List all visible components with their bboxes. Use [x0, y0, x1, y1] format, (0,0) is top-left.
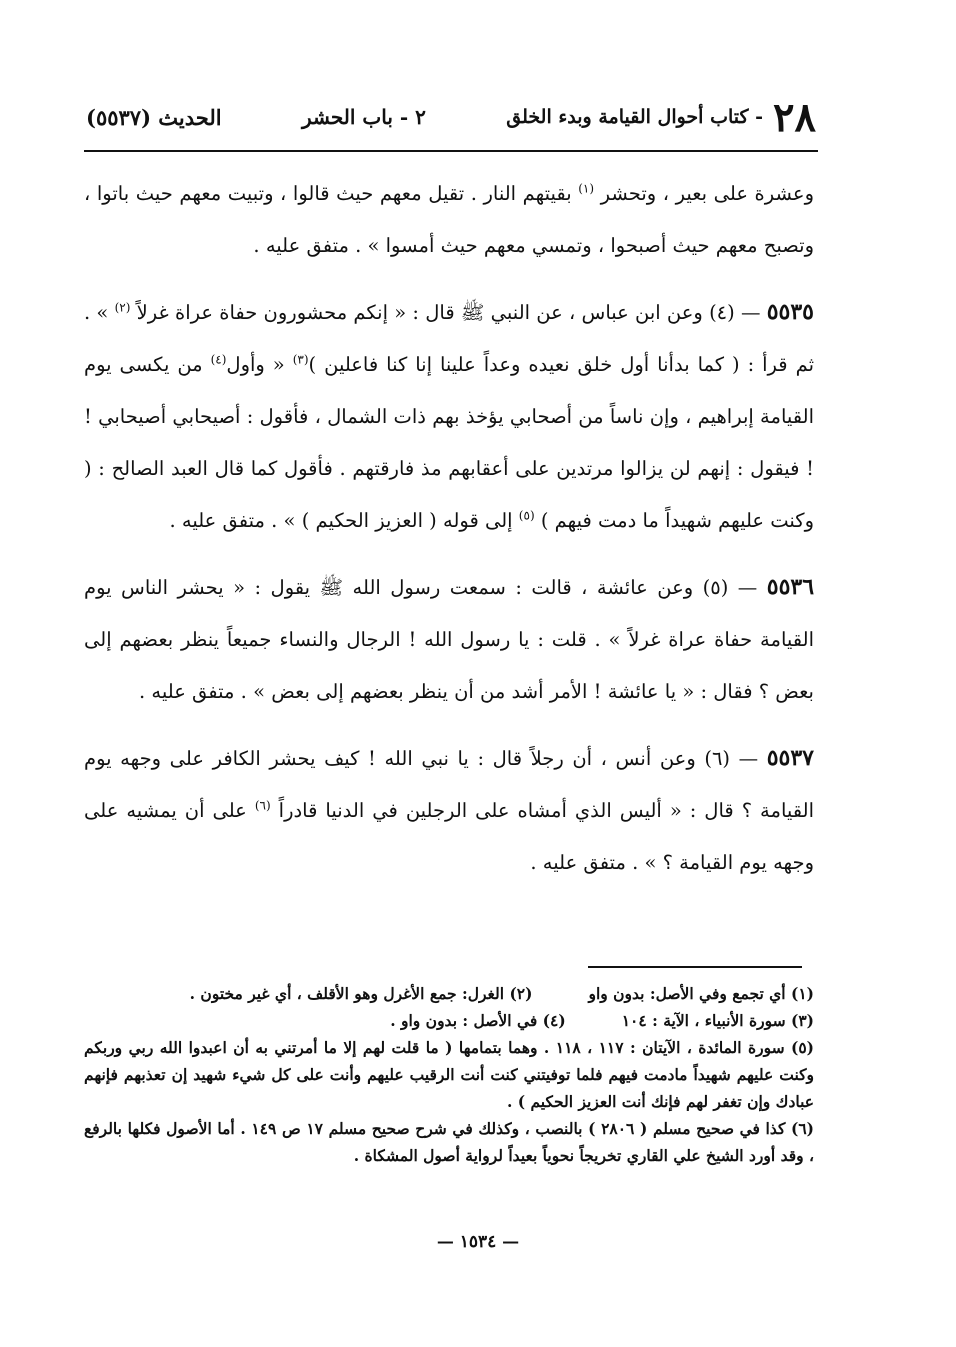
page-number: — ١٥٣٤ —	[436, 1232, 520, 1252]
text-segment: — (٤) وعن ابن عباس ، عن النبي ﷺ قال : « إنكم محشورون حفاة عراة غرلاً	[136, 301, 761, 324]
footnote-ref: (٤)	[210, 352, 227, 367]
footnote-4: (٤) في الأصل : بدون واو .	[390, 1011, 566, 1030]
text-segment: « وأول	[226, 353, 285, 376]
footnote-6: (٦) كذا في صحيح مسلم ( ٢٨٠٦ ) بالنصب ، وكذلك في شرح صحيح مسلم ١٧ ص ١٤٩ . أما الأصول فكلها بالرفع ، وقد أورد الشيخ علي القاري تخريجاً نحوياً بعيداً لرواية أصول المشكاة .	[84, 1119, 814, 1165]
footnote-1: (١) أي تجمع وفي الأصل: بدون واو	[588, 984, 814, 1003]
text-segment: — (٥) وعن عائشة ، قالت : سمعت رسول الله ﷺ يقول : « يحشر الناس يوم القيامة حفاة عراة غرلاً » . قلت : يا رسول الله ! الرجال والنساء جميعاً ينظر بعضهم إلى بعض ؟ فقال : « يا عائشة ! الأمر أشد من أن ينظر بعضهم إلى بعض » . متفق عليه .	[84, 576, 814, 703]
footnotes	[84, 980, 814, 1169]
text-segment: بقيتهم النار . تقيل معهم حيث قالوا ، وتبيت معهم حيث باتوا ، وتصبح معهم حيث أصبحوا ، وتمسي معهم حيث أمسوا » . متفق عليه .	[84, 182, 814, 257]
paragraph-continuation	[84, 168, 814, 272]
text-segment: إلى قوله ( العزيز الحكيم ) » . متفق عليه .	[169, 509, 513, 532]
footnote-ref: (٥)	[518, 508, 535, 523]
footnote-5: (٥) سورة المائدة ، الآيتان : ١١٧ ، ١١٨ . وهما بتمامها ( ما قلت لهم إلا ما أمرتني به أن اعبدوا الله ربي وربكم وكنت عليهم شهيداً مادمت فيهم فلما توفيتني كنت أنت الرقيب عليهم وأنت على كل شيء شهيد إن تعذبهم فإنهم عبادك وإن تغفر لهم فإنك أنت العزيز الحكيم ) .	[84, 1038, 815, 1111]
page-header	[86, 92, 816, 142]
footnote-ref: (٦)	[254, 798, 271, 813]
chapter-number: ٢٨	[773, 93, 816, 141]
chapter-title: - كتاب أحوال القيامة وبدء الخلق	[506, 106, 764, 128]
footnote-ref: (٣)	[292, 352, 309, 367]
text-segment: على أن يمشيه على وجهه يوم القيامة ؟ » . متفق عليه .	[84, 799, 814, 874]
header-divider	[84, 150, 818, 152]
text-segment: من يكسى يوم القيامة إبراهيم ، وإن ناساً من أصحابي يؤخذ بهم ذات الشمال ، فأقول : أصيحابي أصيحابي ! ! فيقول : إنهم لن يزالوا مرتدين على أعقابهم مذ فارقتهم . فأقول كما قال العبد الصالح : ( وكنت عليهم شهيداً ما دمت فيهم )	[84, 353, 814, 532]
footnote-row	[84, 980, 814, 1007]
hadith-range: الحديث (٥٥٣٧)	[86, 104, 222, 130]
section-title: ٢ - باب الحشر	[302, 105, 426, 129]
text-segment: » . ثم قرأ : ( كما بدأنا أول خلق نعيده وعداً علينا إنا كنا فاعلين )	[84, 301, 814, 376]
main-text	[84, 168, 814, 903]
hadith-5535	[84, 286, 814, 547]
footnote-row	[84, 1007, 814, 1034]
footnote-ref: (٢)	[114, 300, 131, 315]
text-segment: — (٦) وعن أنس ، أن رجلاً قال : يا نبي الله ! كيف يحشر الكافر على وجهه يوم القيامة ؟ قال : « أليس الذي أمشاه على الرجلين في الدنيا قادراً	[84, 747, 815, 822]
footnote-3: (٣) سورة الأنبياء ، الآية : ١٠٤	[621, 1011, 814, 1030]
footnote-ref: (١)	[578, 181, 595, 196]
header-chapter	[506, 94, 816, 141]
hadith-number: ٥٥٣٦	[766, 574, 815, 600]
hadith-number: ٥٥٣٧	[766, 745, 814, 771]
footnote-divider	[588, 966, 802, 968]
footnote-2: (٢) الغرل: جمع الأغرل وهو الأقلف ، أي غير مختون .	[189, 984, 533, 1003]
text-segment: وعشرة على بعير ، وتحشر	[600, 182, 814, 205]
hadith-5536	[84, 561, 814, 718]
hadith-number: ٥٥٣٥	[766, 299, 814, 325]
hadith-5537	[84, 732, 814, 889]
